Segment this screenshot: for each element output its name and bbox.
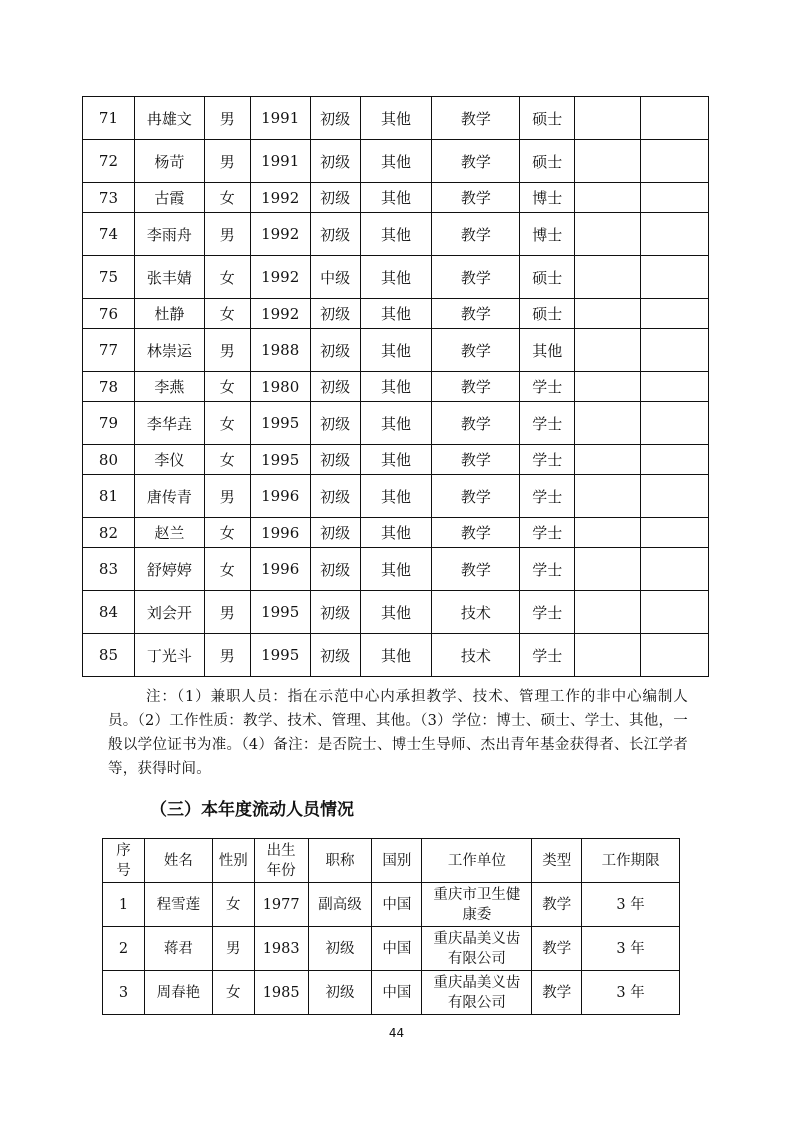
cell-degree: 硕士 (520, 97, 575, 140)
cell-no: 73 (83, 183, 135, 213)
cell-empty (575, 183, 641, 213)
cell-degree: 学士 (520, 591, 575, 634)
cell-name: 丁光斗 (134, 634, 204, 677)
table-row (83, 97, 709, 140)
cell-work: 教学 (432, 183, 520, 213)
cell-level: 初级 (310, 475, 360, 518)
cell-no: 72 (83, 140, 135, 183)
cell-type: 教学 (532, 971, 582, 1015)
cell-nature: 其他 (360, 183, 432, 213)
cell-empty (641, 372, 709, 402)
cell-nature: 其他 (360, 213, 432, 256)
cell-work: 教学 (432, 97, 520, 140)
cell-empty (641, 475, 709, 518)
cell-level: 初级 (310, 518, 360, 548)
cell-gender: 男 (204, 97, 250, 140)
cell-work: 教学 (432, 213, 520, 256)
cell-degree: 硕士 (520, 140, 575, 183)
cell-unit: 重庆晶美义齿有限公司 (422, 927, 532, 971)
cell-empty (641, 213, 709, 256)
cell-period: 3 年 (582, 927, 680, 971)
cell-name: 杜静 (134, 299, 204, 329)
cell-name: 刘会开 (134, 591, 204, 634)
mobile-table-row (103, 971, 680, 1015)
cell-empty (575, 329, 641, 372)
cell-gender: 女 (204, 402, 250, 445)
cell-gender: 女 (212, 971, 254, 1015)
cell-degree: 学士 (520, 548, 575, 591)
cell-work: 教学 (432, 140, 520, 183)
cell-year: 1992 (250, 256, 310, 299)
cell-no: 77 (83, 329, 135, 372)
cell-empty (641, 183, 709, 213)
cell-empty (641, 634, 709, 677)
mobile-table-header-row (103, 839, 680, 883)
cell-year: 1996 (250, 475, 310, 518)
cell-degree: 硕士 (520, 256, 575, 299)
cell-work: 技术 (432, 591, 520, 634)
cell-name: 李仪 (134, 445, 204, 475)
cell-year: 1985 (254, 971, 308, 1015)
cell-empty (575, 97, 641, 140)
cell-title: 初级 (308, 927, 372, 971)
cell-empty (641, 518, 709, 548)
cell-gender: 女 (204, 299, 250, 329)
cell-name: 程雪莲 (144, 883, 212, 927)
cell-name: 蒋君 (144, 927, 212, 971)
cell-year: 1995 (250, 634, 310, 677)
section-heading: （三）本年度流动人员情况 (150, 800, 354, 820)
cell-no: 80 (83, 445, 135, 475)
cell-nature: 其他 (360, 518, 432, 548)
cell-year: 1996 (250, 518, 310, 548)
cell-degree: 学士 (520, 445, 575, 475)
cell-year: 1992 (250, 299, 310, 329)
cell-nature: 其他 (360, 634, 432, 677)
header-unit: 工作单位 (422, 839, 532, 883)
cell-type: 教学 (532, 927, 582, 971)
cell-degree: 学士 (520, 372, 575, 402)
cell-name: 唐传青 (134, 475, 204, 518)
cell-country: 中国 (372, 971, 422, 1015)
cell-nature: 其他 (360, 548, 432, 591)
mobile-staff-table (102, 838, 680, 1015)
table-row (83, 140, 709, 183)
cell-work: 教学 (432, 372, 520, 402)
page-number: 44 (388, 1026, 405, 1040)
cell-empty (575, 518, 641, 548)
header-no: 序号 (103, 839, 145, 883)
cell-empty (575, 402, 641, 445)
cell-empty (575, 591, 641, 634)
table-row (83, 299, 709, 329)
cell-name: 杨苛 (134, 140, 204, 183)
cell-work: 教学 (432, 518, 520, 548)
table-row (83, 183, 709, 213)
table-row (83, 634, 709, 677)
cell-nature: 其他 (360, 140, 432, 183)
cell-work: 教学 (432, 475, 520, 518)
cell-gender: 男 (204, 634, 250, 677)
cell-empty (575, 256, 641, 299)
cell-no: 3 (103, 971, 145, 1015)
cell-nature: 其他 (360, 372, 432, 402)
cell-level: 中级 (310, 256, 360, 299)
header-name: 姓名 (144, 839, 212, 883)
table-row (83, 445, 709, 475)
cell-gender: 女 (204, 372, 250, 402)
cell-no: 85 (83, 634, 135, 677)
mobile-table-row (103, 927, 680, 971)
cell-work: 教学 (432, 256, 520, 299)
cell-level: 初级 (310, 329, 360, 372)
cell-nature: 其他 (360, 329, 432, 372)
cell-gender: 女 (204, 518, 250, 548)
cell-nature: 其他 (360, 591, 432, 634)
cell-empty (575, 213, 641, 256)
cell-degree: 硕士 (520, 299, 575, 329)
cell-year: 1995 (250, 402, 310, 445)
cell-nature: 其他 (360, 402, 432, 445)
cell-work: 教学 (432, 402, 520, 445)
cell-no: 71 (83, 97, 135, 140)
cell-nature: 其他 (360, 475, 432, 518)
header-country: 国别 (372, 839, 422, 883)
cell-no: 76 (83, 299, 135, 329)
cell-empty (575, 445, 641, 475)
cell-level: 初级 (310, 299, 360, 329)
cell-no: 82 (83, 518, 135, 548)
cell-no: 78 (83, 372, 135, 402)
header-type: 类型 (532, 839, 582, 883)
cell-year: 1980 (250, 372, 310, 402)
cell-degree: 学士 (520, 402, 575, 445)
cell-country: 中国 (372, 927, 422, 971)
cell-year: 1996 (250, 548, 310, 591)
cell-empty (575, 548, 641, 591)
cell-degree: 学士 (520, 518, 575, 548)
cell-empty (575, 299, 641, 329)
cell-work: 教学 (432, 329, 520, 372)
table-row (83, 591, 709, 634)
cell-empty (641, 548, 709, 591)
cell-empty (641, 256, 709, 299)
table-row (83, 402, 709, 445)
table-row (83, 518, 709, 548)
table-row (83, 475, 709, 518)
cell-name: 李燕 (134, 372, 204, 402)
cell-empty (641, 591, 709, 634)
cell-no: 83 (83, 548, 135, 591)
cell-level: 初级 (310, 634, 360, 677)
cell-title: 初级 (308, 971, 372, 1015)
cell-gender: 男 (204, 329, 250, 372)
cell-level: 初级 (310, 213, 360, 256)
part-time-staff-table (82, 96, 709, 677)
cell-name: 李雨舟 (134, 213, 204, 256)
cell-unit: 重庆晶美义齿有限公司 (422, 971, 532, 1015)
cell-empty (641, 140, 709, 183)
header-year: 出生年份 (254, 839, 308, 883)
cell-empty (575, 140, 641, 183)
cell-empty (575, 372, 641, 402)
table-row (83, 256, 709, 299)
cell-work: 教学 (432, 445, 520, 475)
cell-level: 初级 (310, 97, 360, 140)
cell-degree: 其他 (520, 329, 575, 372)
cell-year: 1991 (250, 97, 310, 140)
cell-degree: 博士 (520, 183, 575, 213)
cell-degree: 学士 (520, 475, 575, 518)
cell-gender: 男 (204, 213, 250, 256)
cell-name: 古霞 (134, 183, 204, 213)
table-row (83, 372, 709, 402)
cell-year: 1992 (250, 183, 310, 213)
cell-level: 初级 (310, 183, 360, 213)
cell-empty (641, 402, 709, 445)
table-row (83, 213, 709, 256)
cell-gender: 女 (212, 883, 254, 927)
cell-year: 1995 (250, 445, 310, 475)
cell-year: 1988 (250, 329, 310, 372)
cell-no: 1 (103, 883, 145, 927)
cell-name: 张丰婧 (134, 256, 204, 299)
cell-name: 冉雄文 (134, 97, 204, 140)
cell-type: 教学 (532, 883, 582, 927)
cell-nature: 其他 (360, 97, 432, 140)
cell-level: 初级 (310, 445, 360, 475)
table-row (83, 329, 709, 372)
cell-level: 初级 (310, 548, 360, 591)
cell-no: 84 (83, 591, 135, 634)
cell-name: 林崇运 (134, 329, 204, 372)
cell-gender: 女 (204, 548, 250, 591)
cell-work: 教学 (432, 299, 520, 329)
cell-empty (641, 299, 709, 329)
cell-no: 75 (83, 256, 135, 299)
cell-year: 1995 (250, 591, 310, 634)
cell-year: 1992 (250, 213, 310, 256)
cell-name: 周春艳 (144, 971, 212, 1015)
cell-title: 副高级 (308, 883, 372, 927)
cell-degree: 博士 (520, 213, 575, 256)
cell-nature: 其他 (360, 299, 432, 329)
cell-period: 3 年 (582, 971, 680, 1015)
cell-country: 中国 (372, 883, 422, 927)
cell-empty (575, 634, 641, 677)
cell-no: 74 (83, 213, 135, 256)
header-gender: 性别 (212, 839, 254, 883)
cell-gender: 男 (204, 140, 250, 183)
cell-name: 舒婷婷 (134, 548, 204, 591)
cell-unit: 重庆市卫生健康委 (422, 883, 532, 927)
cell-level: 初级 (310, 372, 360, 402)
cell-gender: 男 (212, 927, 254, 971)
cell-work: 技术 (432, 634, 520, 677)
cell-level: 初级 (310, 140, 360, 183)
cell-no: 81 (83, 475, 135, 518)
cell-empty (641, 329, 709, 372)
cell-period: 3 年 (582, 883, 680, 927)
table-note: 注：（1）兼职人员：指在示范中心内承担教学、技术、管理工作的非中心编制人员。（2）工作性质：教学、技术、管理、其他。（3）学位：博士、硕士、学士、其他，一般以学位证书为准。（4）备注：是否院士、博士生导师、杰出青年基金获得者、长江学者等，获得时间。 (108, 689, 688, 777)
cell-empty (575, 475, 641, 518)
cell-no: 2 (103, 927, 145, 971)
cell-empty (641, 445, 709, 475)
cell-level: 初级 (310, 591, 360, 634)
cell-gender: 女 (204, 445, 250, 475)
cell-year: 1977 (254, 883, 308, 927)
table-row (83, 548, 709, 591)
cell-gender: 女 (204, 256, 250, 299)
cell-level: 初级 (310, 402, 360, 445)
mobile-table-row (103, 883, 680, 927)
cell-gender: 女 (204, 183, 250, 213)
cell-name: 赵兰 (134, 518, 204, 548)
cell-gender: 男 (204, 475, 250, 518)
cell-no: 79 (83, 402, 135, 445)
cell-empty (641, 97, 709, 140)
cell-nature: 其他 (360, 445, 432, 475)
cell-work: 教学 (432, 548, 520, 591)
cell-degree: 学士 (520, 634, 575, 677)
cell-gender: 男 (204, 591, 250, 634)
cell-year: 1983 (254, 927, 308, 971)
cell-name: 李华垚 (134, 402, 204, 445)
header-period: 工作期限 (582, 839, 680, 883)
header-title: 职称 (308, 839, 372, 883)
cell-year: 1991 (250, 140, 310, 183)
cell-nature: 其他 (360, 256, 432, 299)
